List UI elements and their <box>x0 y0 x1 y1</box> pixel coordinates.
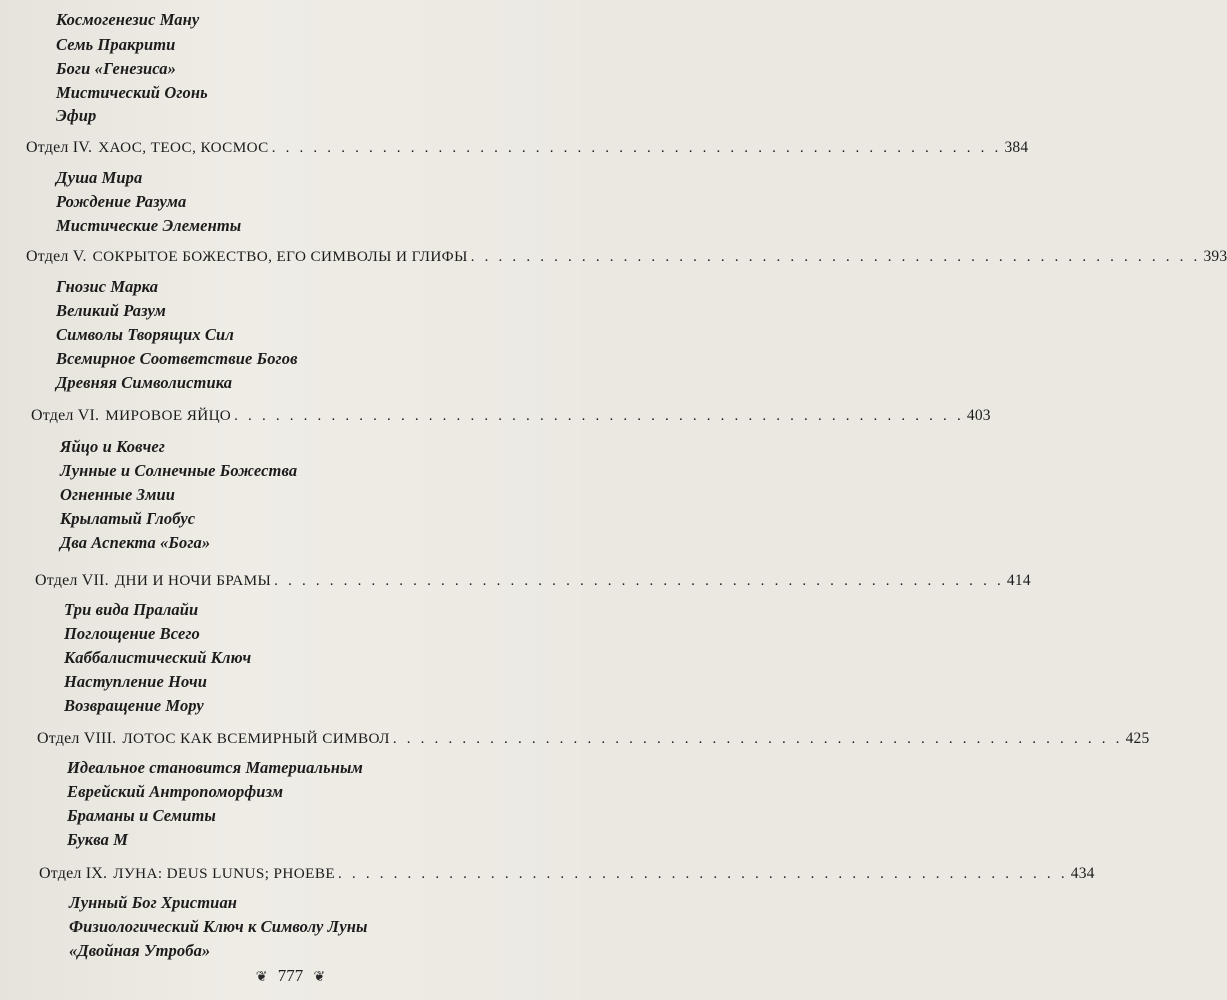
ornament-right-icon: ❦ <box>313 970 326 985</box>
toc-subentry: «Двойная Утроба» <box>69 941 211 960</box>
page-number: 393 <box>1203 248 1227 265</box>
dot-leader: . . . . . . . . . . . . . . . . . . . . . . . . . . . . . . . . . . . . . . . . . . . . . . . . . . . . . <box>271 140 1002 156</box>
page-number: 434 <box>1070 865 1095 882</box>
section-title: ЛУНА: DEUS LUNUS; PHOEBE <box>113 865 336 882</box>
toc-subentry: Крылатый Глобус <box>60 509 196 528</box>
section-title: МИРОВОЕ ЯЙЦО <box>105 407 232 424</box>
toc-subentry: Каббалистический Ключ <box>64 648 252 667</box>
toc-subentry: Физиологический Ключ к Символу Луны <box>69 917 368 936</box>
toc-subentry: Гнозис Марка <box>56 277 159 296</box>
toc-subentry: Рождение Разума <box>56 192 187 211</box>
toc-subentry: Буква М <box>67 830 128 849</box>
toc-subentry: Идеальное становится Материальным <box>67 758 363 777</box>
toc-heading-ix <box>39 865 1095 882</box>
toc-subentry: Еврейский Антропоморфизм <box>67 782 284 801</box>
toc-subentry: Лунный Бог Христиан <box>69 893 238 912</box>
toc-subentry: Боги «Генезиса» <box>56 59 176 78</box>
section-title: СОКРЫТОЕ БОЖЕСТВО, ЕГО СИМВОЛЫ И ГЛИФЫ <box>92 248 468 265</box>
page-number: 425 <box>1125 730 1150 747</box>
toc-subentry: Душа Мира <box>56 168 143 187</box>
toc-subentry: Браманы и Семиты <box>67 806 216 825</box>
section-title: ЛОТОС КАК ВСЕМИРНЫЙ СИМВОЛ <box>122 730 390 747</box>
toc-subentry: Поглощение Всего <box>64 624 200 643</box>
page-number: 414 <box>1006 572 1031 589</box>
toc-subentry: Мистические Элементы <box>56 216 242 235</box>
toc-subentry: Три вида Пралайи <box>64 600 199 619</box>
toc-subentry: Космогенезис Ману <box>56 10 200 29</box>
toc-subentry: Древняя Символистика <box>56 373 233 392</box>
ornament-left-icon: ❦ <box>255 970 268 985</box>
dot-leader: . . . . . . . . . . . . . . . . . . . . . . . . . . . . . . . . . . . . . . . . . . . . . . . . . . . . . <box>392 731 1123 747</box>
toc-subentry: Наступление Ночи <box>64 672 208 691</box>
dot-leader: . . . . . . . . . . . . . . . . . . . . . . . . . . . . . . . . . . . . . . . . . . . . . . . . . . . . . <box>274 573 1004 589</box>
section-title: ХАОС, ТЕОС, КОСМОС <box>98 139 269 156</box>
page-number: 384 <box>1004 139 1029 156</box>
dot-leader: . . . . . . . . . . . . . . . . . . . . . . . . . . . . . . . . . . . . . . . . . . . . . . . . . . . . . <box>338 866 1068 882</box>
toc-subentry: Два Аспекта «Бога» <box>60 533 211 552</box>
toc-subentry: Яйцо и Ковчег <box>60 437 165 456</box>
section-label: Отдел IX. <box>39 865 108 882</box>
toc-heading-vii <box>35 572 1031 589</box>
dot-leader: . . . . . . . . . . . . . . . . . . . . . . . . . . . . . . . . . . . . . . . . . . . . . . . . . . . . . <box>234 408 964 424</box>
toc-subentry: Эфир <box>56 106 97 125</box>
section-label: Отдел VIII. <box>37 730 117 747</box>
toc-heading-v <box>26 248 1227 265</box>
toc-subentry: Лунные и Солнечные Божества <box>60 461 298 480</box>
folio-number: 777 <box>277 966 304 985</box>
toc-heading-vi <box>31 407 991 424</box>
page-footer <box>0 966 581 986</box>
section-title: ДНИ И НОЧИ БРАМЫ <box>114 572 272 589</box>
toc-heading-iv <box>26 139 1029 156</box>
toc-subentry: Всемирное Соответствие Богов <box>56 349 298 368</box>
toc-subentry: Мистический Огонь <box>56 83 208 102</box>
toc-subentry: Символы Творящих Сил <box>56 325 234 344</box>
section-label: Отдел V. <box>26 248 87 265</box>
toc-subentry: Семь Пракрити <box>56 35 176 54</box>
toc-subentry: Великий Разум <box>56 301 166 320</box>
toc-subentry: Огненные Змии <box>60 485 176 504</box>
dot-leader: . . . . . . . . . . . . . . . . . . . . . . . . . . . . . . . . . . . . . . . . . . . . . . . . . . . . . <box>470 249 1201 265</box>
section-label: Отдел VI. <box>31 407 100 424</box>
page-number: 403 <box>966 407 991 424</box>
section-label: Отдел IV. <box>26 139 93 156</box>
section-label: Отдел VII. <box>35 572 109 589</box>
toc-subentry: Возвращение Мору <box>64 696 204 715</box>
toc-heading-viii <box>37 730 1150 747</box>
